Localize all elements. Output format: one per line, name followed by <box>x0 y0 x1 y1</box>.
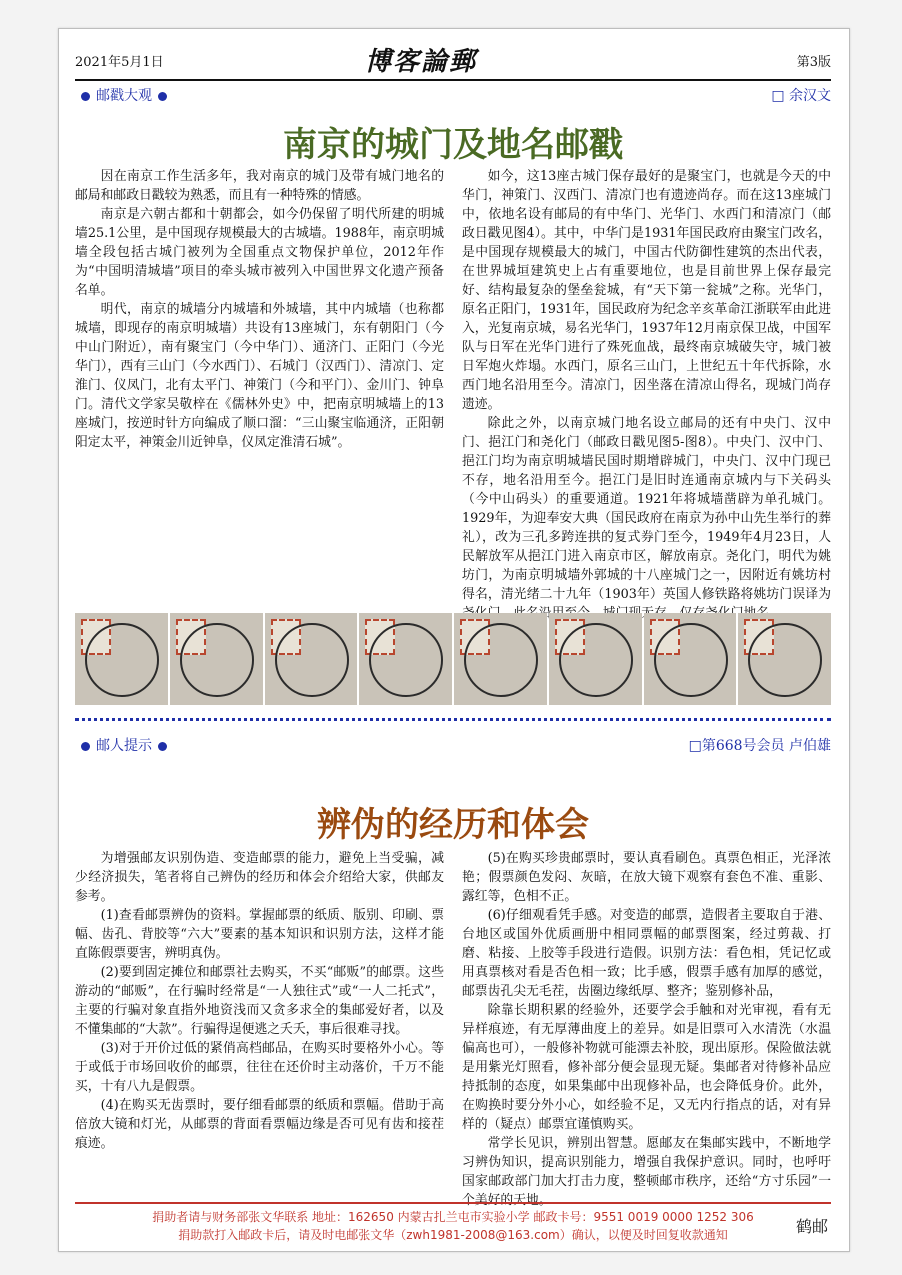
page-header <box>75 41 831 81</box>
page-number: 第3版 <box>796 55 831 70</box>
postmark-strip <box>75 613 831 705</box>
paragraph: (5)在购买珍贵邮票时，要认真看刷色。真票色相正，光泽浓艳；假票颜色发闷、灰暗，在放大镜下观察有套色不准、重影、露红等，色相不正。 <box>462 851 831 904</box>
postmark-image <box>359 613 452 705</box>
postmark-image <box>454 613 547 705</box>
paragraph: 明代，南京的城墙分内城墙和外城墙，其中内城墙（也称都城墙，即现存的南京明城墙）共设有13座城门，东有朝阳门（今中山门附近），南有聚宝门（今中华门）、通济门、正阳门（今光华门），西有三山门（今水西门）、石城门（汉西门）、清凉门、定淮门、仪凤门，北有太平门、神策门（今和平门）、金川门、钟阜门。清代文学家吴敬梓在《儒林外史》中，把南京明城墙上的13座城门，按逆时针方向编成了顺口溜：“三山聚宝临通济，正阳朝阳定太平，神策金川近钟阜，仪凤定淮清石城”。 <box>75 302 444 450</box>
footer-line-2: 捐助款打入邮政卡后，请及时电邮张文华（zwh1981-2008@163.com）确认，以便及时回复收款通知 <box>178 1228 728 1242</box>
article-title-2: 辨伪的经历和体会 <box>317 805 589 845</box>
postmark-image <box>265 613 358 705</box>
bullet-icon <box>81 742 90 751</box>
column-right <box>462 849 831 1208</box>
masthead: 博客論郵 <box>365 47 478 77</box>
postmark-image <box>644 613 737 705</box>
paragraph: 如今，这13座古城门保存最好的是聚宝门，也就是今天的中华门，神策门、汉西门、清凉门也有遗迹尚存。而在这13座城门中，依地名设有邮局的有中华门、光华门、水西门和清凉门（邮政日戳见图4）。其中，中华门是1931年国民政府由聚宝门改名，是中国现存规模最大的城门，中国古代防御性建筑的杰出代表，在世界城垣建筑史上占有重要地位，也是目前世界上保存最完好、结构最复杂的堡垒瓮城，有“天下第一瓮城”之称。光华门，原名正阳门，1931年，国民政府为纪念辛亥革命江浙联军由此进入，光复南京城，易名光华门，1937年12月南京保卫战，中国军队与日军在光华门进行了殊死血战，最终南京城破失守，城门被日军炮火炸塌。水西门，原名三山门，上世纪五十年代拆除，水西门地名沿用至今。清凉门，因坐落在清凉山得名，现城门尚存遗迹。 <box>462 169 831 412</box>
section-name: 邮人提示 <box>75 735 173 755</box>
author-byline: □ 余汉文 <box>771 88 831 104</box>
bullet-icon <box>158 92 167 101</box>
paragraph: 除此之外，以南京城门地名设立邮局的还有中央门、汉中门、挹江门和尧化门（邮政日戳见图5-图8）。中央门、汉中门、挹江门均为南京明城墙民国时期增辟城门，中央门、汉中门现已不存，地名沿用至今。挹江门是旧时连通南京城内与下关码头（今中山码头）的重要通道。1921年将城墙凿辟为单孔城门。1929年，为迎奉安大典（国民政府在南京为孙中山先生举行的葬礼），改为三孔多跨连拱的复式券门至今，1949年4月23日，人民解放军从挹江门进入南京市区，解放南京。尧化门，明代为姚坊门，为南京明城墙外郭城的十八座城门之一，因附近有姚坊村得名，清光绪二十九年（1903年）英国人修铁路将姚坊门误译为 门 <box>462 416 831 621</box>
column-left <box>75 849 444 1201</box>
paragraph: (1)查看邮票辨伪的资料。掌握邮票的纸质、版别、印刷、票幅、齿孔、背胶等“六大”要素的基本知识和识别方法，这样才能直陈假票要害，辨明真伪。 <box>75 908 444 961</box>
article-body-1 <box>75 167 831 621</box>
paragraph: (4)在购买无齿票时，要仔细看邮票的纸质和票幅。借助于高倍放大镜和灯光，从邮票的背面看票幅边缘是否可见有齿和接茬痕迹。 <box>75 1098 444 1151</box>
paragraph: 因在南京工作生活多年，我对南京的城门及带有城门地名的邮局和邮政日戳较为熟悉，而且有一种特殊的情感。 <box>75 169 444 203</box>
postmark-image <box>549 613 642 705</box>
paragraph: 除靠长期积累的经验外，还要学会手触和对光审视，看有无异样痕迹，有无厚薄曲度上的差异。如是旧票可入水清洗（水温偏高也可），一般修补物就可能漂去补胶，现出原形。保险做法就是用紫光灯照看，修补部分便会显现无疑。集邮者对待修补品应持抵制的态度，如果集邮中出现修补品，也会降低身价。此外，在购换时要分外小心，如经验不足，又无内行指点的话，对有异样的（疑点）邮票宜谨慎购买。 <box>462 1003 831 1132</box>
issue-date: 2021年5月1日 <box>75 55 164 70</box>
article-title-1: 南京的城门及地名邮戳 <box>283 125 623 165</box>
bullet-icon <box>81 92 90 101</box>
article-body-2 <box>75 849 831 1208</box>
paragraph: 南京是六朝古都和十朝都会，如今仍保留了明代所建的明城墙25.1公里，是中国现存规模最大的古城墙。1988年，南京明城墙全段包括古城门被列为全国重点文物保护单位，2012年作为“中国明清城墙”项目的牵头城市被列入中国世界文化遗产预备名单。 <box>75 207 444 298</box>
paragraph: 常学长见识，辨别出智慧。愿邮友在集邮实践中，不断地学习辨伪知识，提高识别能力，增强自我保护意识。同时，也呼吁国家邮政部门加大打击力度，整顿邮市秩序，还给“方寸乐园”一个美好的天地。 <box>462 1136 831 1208</box>
section-bar-1 <box>75 83 831 105</box>
postmark-image <box>738 613 831 705</box>
newspaper-page <box>58 28 850 1252</box>
watermark: 鹤邮 <box>792 1212 832 1239</box>
donation-footer <box>75 1202 831 1252</box>
paragraph: (2)要到固定摊位和邮票社去购买，不买“邮贩”的邮票。这些游动的“邮贩”，在行骗时经常是“一人独往式”或“一人二托式”，主要的行骗对象直指外地资浅而又贪多求全的集邮爱好者，以及不懂集邮的“大款”。行骗得逞便逃之夭夭，事后很难寻找。 <box>75 965 444 1037</box>
postmark-image <box>170 613 263 705</box>
postmark-image <box>75 613 168 705</box>
bullet-icon <box>158 742 167 751</box>
paragraph: 为增强邮友识别伪造、变造邮票的能力，避免上当受骗，减少经济损失，笔者将自己辨伪的经历和体会介绍给大家，供邮友参考。 <box>75 851 444 904</box>
section-bar-2 <box>75 733 831 755</box>
column-right <box>462 167 831 621</box>
section-name: 邮戳大观 <box>75 85 173 105</box>
header-rule <box>75 79 831 81</box>
paragraph: (3)对于开价过低的紧俏高档邮品，在购买时要格外小心。等于或低于市场回收价的邮票，往往在还价时主动落价，千万不能买，十有八九是假票。 <box>75 1041 444 1094</box>
paragraph: (6)仔细观看凭手感。对变造的邮票，造假者主要取自于港、台地区或国外优质画册中相同票幅的邮票图案，经过剪裁、打磨、粘接、上胶等手段进行造假。识别方法：看色相，凭记忆或用真票核对看是否色相一致；比手感，假票手感有加厚的感觉，邮票齿孔尖无毛茬，齿圈边缘纸厚、整齐；鉴别修补品， <box>462 908 831 999</box>
footer-line-1: 捐助者请与财务部张文华联系 地址：162650 内蒙古扎兰屯市实验小学 邮政卡号：9551 0019 0000 1252 306 <box>152 1210 754 1224</box>
author-byline: □第668号会员 卢伯雄 <box>688 738 831 754</box>
section-divider <box>75 718 831 721</box>
column-left <box>75 167 444 607</box>
